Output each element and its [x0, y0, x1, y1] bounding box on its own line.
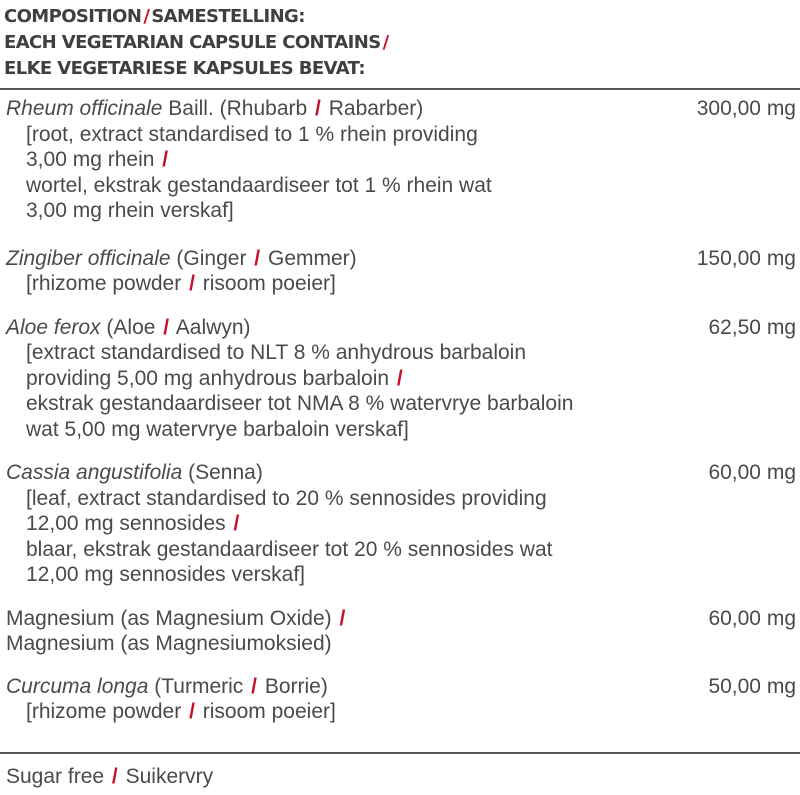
ingredient-senna — [0, 460, 800, 588]
common-name-en: Senna — [195, 461, 256, 484]
header-line-1 — [4, 4, 391, 30]
ingredient-amount: 60,00 mg — [708, 461, 796, 484]
detail-line: [leaf, extract standardised to 20 % sennosides providing — [26, 486, 547, 510]
common-name-af: Borrie — [264, 674, 321, 698]
slash-separator: / — [396, 366, 403, 390]
slash-separator: / — [163, 315, 170, 339]
latin-name: Rheum officinale — [6, 97, 163, 120]
ingredient-turmeric — [0, 674, 800, 725]
latin-name: Curcuma longa — [6, 674, 149, 698]
ingredient-amount: 62,50 mg — [708, 315, 796, 339]
latin-name: Zingiber officinale — [6, 246, 171, 270]
common-name-en: Turmeric — [161, 674, 244, 698]
detail-line — [0, 271, 800, 297]
bottom-divider — [0, 752, 800, 754]
detail-text: risoom poeier] — [202, 700, 336, 723]
ingredient-list — [0, 96, 800, 725]
detail-line — [0, 366, 800, 392]
header-samestelling: SAMESTELLING: — [151, 6, 305, 27]
latin-name: Cassia angustifolia — [6, 461, 183, 484]
header-english-contains: EACH VEGETARIAN CAPSULE CONTAINS — [4, 32, 381, 53]
common-name-af: Rabarber — [328, 97, 417, 120]
slash-separator: / — [189, 272, 195, 295]
detail-line: [extract standardised to NLT 8 % anhydrous barbaloin — [26, 341, 527, 364]
detail-line — [0, 147, 800, 173]
detail-line: wortel, ekstrak gestandaardiseer tot 1 % rhein wat — [26, 173, 492, 197]
ingredient-amount: 50,00 mg — [708, 674, 796, 698]
detail-line: 3,00 mg rhein verskaf] — [26, 199, 234, 222]
header-afrikaans-contains: ELKE VEGETARIESE KAPSULES BEVAT: — [4, 58, 365, 79]
header-line-3 — [4, 56, 391, 82]
ingredient-name-line: Aloe ferox (Aloe / Aalwyn) — [6, 315, 251, 339]
latin-name: Aloe ferox — [6, 315, 101, 339]
footer-english: Sugar free — [6, 765, 105, 788]
author-abbrev: Baill. — [168, 97, 214, 120]
top-divider — [0, 88, 800, 90]
common-name-af: Aalwyn — [175, 315, 244, 339]
detail-text: risoom poeier] — [202, 272, 336, 295]
detail-line: wat 5,00 mg watervrye barbaloin verskaf] — [26, 417, 409, 441]
detail-line — [0, 511, 800, 537]
detail-text: providing 5,00 mg anhydrous barbaloin — [26, 366, 390, 390]
detail-text: 12,00 mg sennosides — [26, 512, 226, 535]
detail-line: ekstrak gestandaardiseer tot NMA 8 % watervrye barbaloin — [26, 392, 574, 415]
slash-separator: / — [143, 6, 150, 27]
detail-text: 3,00 mg rhein — [26, 148, 155, 171]
ingredient-amount: 60,00 mg — [708, 606, 796, 630]
detail-line: [root, extract standardised to 1 % rhein providing — [26, 122, 478, 146]
slash-separator: / — [251, 674, 257, 698]
common-name-af: Gemmer — [267, 246, 350, 270]
common-name-en: Ginger — [183, 246, 247, 270]
ingredient-aloe — [0, 315, 800, 443]
common-name-en: Aloe — [113, 315, 156, 339]
detail-text: [rhizome powder — [26, 272, 182, 295]
slash-separator: / — [382, 32, 389, 53]
detail-text: [rhizome powder — [26, 700, 182, 723]
slash-separator: / — [315, 97, 321, 120]
ingredient-name-line: Rheum officinale Baill. (Rhubarb / Rabarber) — [6, 97, 424, 120]
ingredient-name-line: Cassia angustifolia (Senna) — [6, 461, 263, 484]
header-line-2 — [4, 30, 391, 56]
slash-separator: / — [111, 765, 118, 788]
composition-header — [4, 4, 391, 82]
slash-separator: / — [189, 700, 195, 723]
ingredient-name-line: Zingiber officinale (Ginger / Gemmer) — [6, 246, 357, 270]
ingredient-amount: 150,00 mg — [696, 246, 796, 270]
ingredient-magnesium — [0, 606, 800, 657]
ingredient-name-en: Magnesium (as Magnesium Oxide) — [6, 606, 332, 630]
detail-line: 12,00 mg sennosides verskaf] — [26, 563, 305, 586]
ingredient-amount: 300,00 mg — [696, 97, 796, 120]
detail-line — [0, 699, 800, 725]
sugar-free-note — [6, 764, 213, 790]
header-composition: COMPOSITION — [4, 6, 142, 27]
slash-separator: / — [254, 246, 261, 270]
detail-line: blaar, ekstrak gestandaardiseer tot 20 % sennosides wat — [26, 537, 553, 561]
slash-separator: / — [339, 606, 346, 630]
ingredient-name-line: Curcuma longa (Turmeric / Borrie) — [6, 674, 328, 698]
slash-separator: / — [233, 512, 240, 535]
common-name-en: Rhubarb — [226, 97, 308, 120]
ingredient-name-af: Magnesium (as Magnesiumoksied) — [6, 632, 332, 655]
ingredient-ginger — [0, 246, 800, 297]
ingredient-rhubarb — [0, 96, 800, 224]
ingredient-name-line — [0, 606, 800, 632]
slash-separator: / — [162, 148, 169, 171]
footer-afrikaans: Suikervry — [125, 765, 214, 788]
